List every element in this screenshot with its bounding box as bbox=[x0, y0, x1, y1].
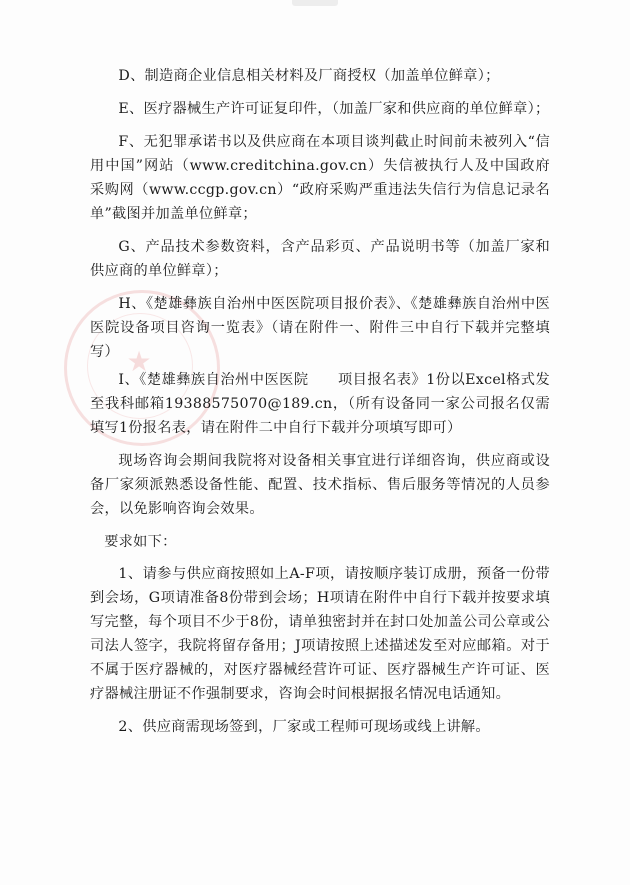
meeting-paragraph: 现场咨询会期间我院将对设备相关事宜进行详细咨询，供应商或设备厂家须派熟悉设备性能、配置、技术指标、售后服务等情况的人员参会，以免影响咨询会效果。 bbox=[90, 453, 550, 517]
requirements-heading: 要求如下： bbox=[104, 534, 177, 550]
item-g: G、产品技术参数资料，含产品彩页、产品说明书等（加盖厂家和供应商的单位鲜章）； bbox=[90, 239, 550, 279]
item-i: I、《楚雄彝族自治州中医医院 项目报名表》1份以Excel格式发至我科邮箱19388575070@189.cn，（所有设备同一家公司报名仅需填写1份报名表，请在附件二中自行下载并分项填写即可） bbox=[90, 372, 550, 436]
item-e: E、医疗器械生产许可证复印件，（加盖厂家和供应商的单位鲜章）； bbox=[118, 101, 550, 117]
requirement-1: 1、请参与供应商按照如上A-F项，请按顺序装订成册，预备一份带到会场，G项请准备8份带到会场；H项请在附件中自行下载并按要求填写完整，每个项目不少于8份，请单独密封并在封口处加盖公司公章或公司法人签字，我院将留存备用；J项请按照上述描述发至对应邮箱。对于不属于医疗器械的，对医疗器械经营许可证、医疗器械生产许可证、医疗器械注册证不作强制要求，咨询会时间根据报名情况电话通知。 bbox=[90, 566, 550, 702]
item-f: F、无犯罪承诺书以及供应商在本项目谈判截止时间前未被列入“信用中国”网站（www.creditchina.gov.cn）失信被执行人及中国政府采购网（www.ccgp.gov.cn）“政府采购严重违法失信行为信息记录名单”截图并加盖单位鲜章； bbox=[90, 134, 550, 222]
item-h: H、《楚雄彝族自治州中医医院项目报价表》、《楚雄彝族自治州中医医院设备项目咨询一览表》（请在附件一、附件三中自行下载并完整填写） bbox=[90, 296, 550, 360]
document-body bbox=[90, 64, 550, 748]
item-d: D、制造商企业信息相关材料及厂商授权（加盖单位鲜章）； bbox=[118, 68, 500, 84]
seal-star-icon: ★ bbox=[126, 345, 152, 378]
binding-mark bbox=[292, 0, 338, 6]
requirement-2: 2、供应商需现场签到，厂家或工程师可现场或线上讲解。 bbox=[118, 719, 490, 735]
